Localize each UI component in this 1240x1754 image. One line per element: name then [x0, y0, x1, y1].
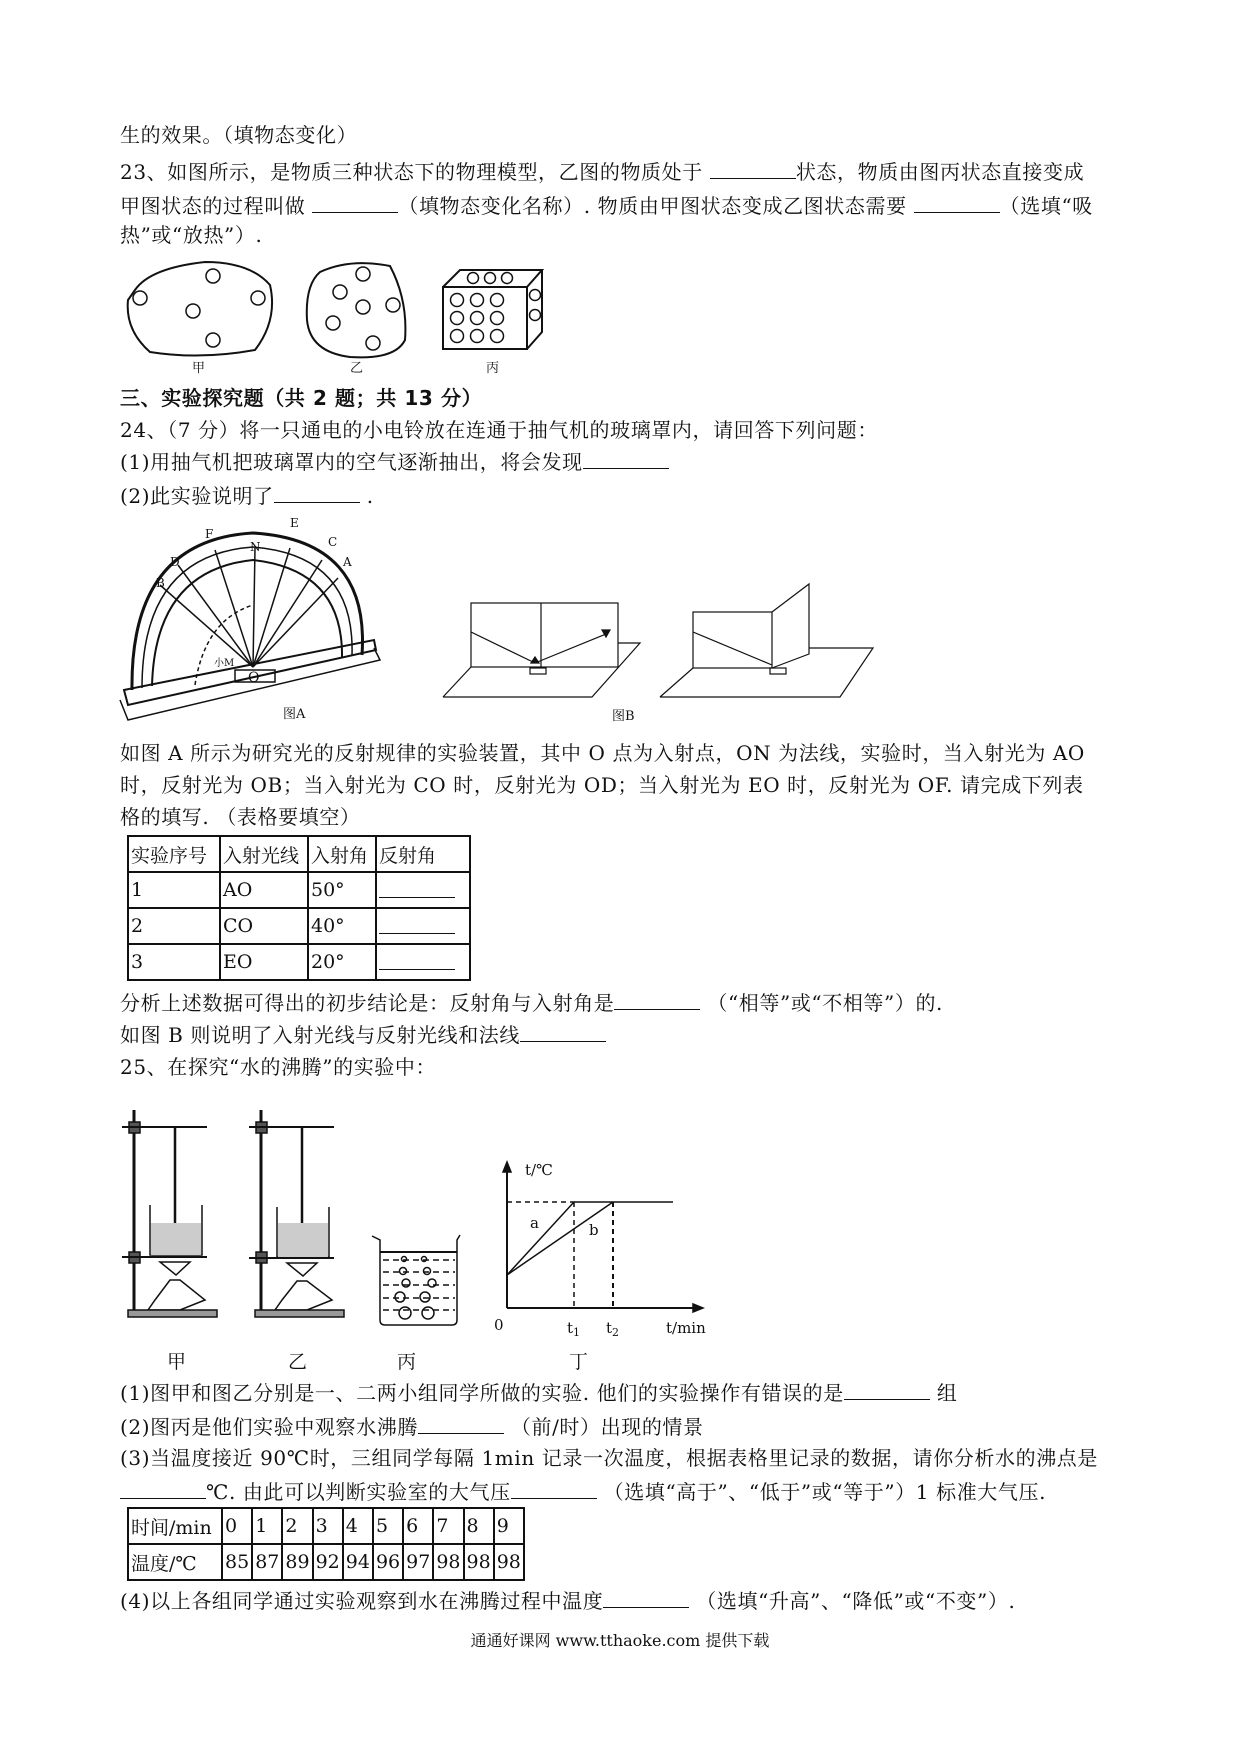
figure-a-caption: 图A — [283, 707, 306, 722]
q25-part-4 — [120, 1588, 1015, 1614]
cell: 1 — [128, 872, 220, 908]
label-f: F — [205, 527, 214, 541]
text: （填物态变化名称）. 物质由甲图状态变成乙图状态需要 — [398, 194, 914, 218]
cell: EO — [220, 944, 308, 980]
header-cell: 实验序号 — [128, 836, 220, 872]
text: （“相等”或“不相等”）的. — [700, 991, 944, 1015]
text: (1)用抽气机把玻璃罩内的空气逐渐抽出，将会发现 — [120, 450, 583, 474]
cell: 92 — [313, 1544, 343, 1580]
cell: 98 — [494, 1544, 524, 1580]
table-row — [128, 944, 470, 980]
cell: 40° — [308, 908, 376, 944]
cell: 6 — [403, 1508, 433, 1544]
cell: 1 — [252, 1508, 282, 1544]
text: . — [359, 484, 374, 508]
q24-fig-b-question — [120, 1022, 606, 1048]
answer-blank[interactable] — [603, 1589, 689, 1608]
label-yi: 乙 — [288, 1351, 308, 1373]
table-row — [128, 872, 470, 908]
cell: 87 — [252, 1544, 282, 1580]
q25-part-3b — [120, 1479, 1046, 1505]
cell: 98 — [433, 1544, 463, 1580]
text: （前/时）出现的情景 — [503, 1415, 704, 1439]
text: 23、如图所示，是物质三种状态下的物理模型，乙图的物质处于 — [120, 160, 710, 184]
answer-blank[interactable] — [120, 1480, 206, 1499]
cell: 7 — [433, 1508, 463, 1544]
cell: 2 — [128, 908, 220, 944]
t1-label: $t_1$ — [567, 1319, 581, 1339]
cell: 94 — [343, 1544, 373, 1580]
label-b: b — [589, 1221, 599, 1239]
text: (2)图丙是他们实验中观察水沸腾 — [120, 1415, 418, 1439]
label-bing: 丙 — [397, 1351, 417, 1373]
header-cell: 反射角 — [376, 836, 470, 872]
q25-part-3: (3)当温度接近 90℃时，三组同学每隔 1min 记录一次温度，根据表格里记录的数据，请你分析水的沸点是 — [120, 1446, 1098, 1470]
table-header-row — [128, 836, 470, 872]
cell: 96 — [373, 1544, 403, 1580]
ray-lines — [160, 548, 338, 667]
q24-paragraph-line: 时，反射光为 OB；当入射光为 CO 时，反射光为 OD；当入射光为 EO 时，反射光为 OF. 请完成下列表 — [120, 773, 1084, 797]
answer-blank[interactable] — [520, 1023, 606, 1042]
particle-icons — [133, 269, 265, 347]
label-ding: 丁 — [569, 1351, 589, 1373]
answer-cell[interactable] — [376, 908, 470, 944]
answer-cell[interactable] — [376, 872, 470, 908]
q25-stem: 25、在探究“水的沸腾”的实验中： — [120, 1055, 437, 1079]
label-a: A — [343, 555, 352, 569]
answer-blank[interactable] — [312, 194, 398, 213]
row-label: 时间/min — [128, 1508, 222, 1544]
answer-blank[interactable] — [379, 949, 455, 970]
page-footer: 通通好课网 www.tthaoke.com 提供下载 — [470, 1631, 770, 1650]
text: (4)以上各组同学通过实验观察到水在沸腾过程中温度 — [120, 1589, 604, 1613]
section-title: 三、实验探究题（共 2 题；共 13 分） — [120, 386, 483, 410]
origin-label: 0 — [494, 1316, 504, 1334]
answer-blank[interactable] — [379, 877, 455, 898]
label-b: B — [156, 576, 165, 590]
answer-blank[interactable] — [274, 484, 360, 503]
label-jia: 甲 — [167, 1351, 187, 1373]
figure-stand-jia — [122, 1110, 217, 1317]
label-n: N — [250, 540, 261, 554]
q24-stem: 24、（7 分）将一只通电的小电铃放在连通于抽气机的玻璃罩内，请回答下列问题： — [120, 418, 878, 442]
cell: AO — [220, 872, 308, 908]
cell: 50° — [308, 872, 376, 908]
cell: 3 — [313, 1508, 343, 1544]
text: 状态，物质由图丙状态直接变成 — [795, 160, 1085, 184]
label-a: a — [530, 1214, 539, 1232]
cell: 9 — [494, 1508, 524, 1544]
q24-part-1 — [120, 449, 669, 475]
label-e: E — [290, 516, 299, 530]
text: 分析上述数据可得出的初步结论是：反射角与入射角是 — [120, 991, 615, 1015]
header-cell: 入射角 — [308, 836, 376, 872]
label-c: C — [328, 535, 338, 549]
figure-b-plane-mirror — [443, 584, 873, 724]
q25-part-2 — [120, 1414, 704, 1440]
answer-blank[interactable] — [614, 991, 700, 1010]
q23-line-2 — [120, 193, 1093, 219]
figure-stand-yi — [249, 1110, 344, 1317]
text: (2)此实验说明了 — [120, 484, 274, 508]
q24-part-2 — [120, 483, 374, 509]
figure-gas-model — [128, 262, 272, 376]
figure-liquid-model — [307, 263, 406, 376]
cell: 97 — [403, 1544, 433, 1580]
q23-line-3: 热”或“放热”）. — [120, 223, 263, 247]
table-row-time — [128, 1508, 524, 1544]
answer-blank[interactable] — [511, 1480, 597, 1499]
text: （选填“高于”、“低于”或“等于”）1 标准大气压. — [596, 1480, 1047, 1504]
text: 如图 B 则说明了入射光线与反射光线和法线 — [120, 1023, 521, 1047]
table-row — [128, 908, 470, 944]
cell: CO — [220, 908, 308, 944]
row-label: 温度/℃ — [128, 1544, 222, 1580]
answer-blank[interactable] — [379, 913, 455, 934]
cell: 5 — [373, 1508, 403, 1544]
t2-label: $t_2$ — [606, 1319, 620, 1339]
figure-temperature-graph — [494, 1161, 706, 1339]
answer-cell[interactable] — [376, 944, 470, 980]
cell: 8 — [464, 1508, 494, 1544]
cell: 4 — [343, 1508, 373, 1544]
answer-blank[interactable] — [844, 1381, 930, 1400]
y-axis-label: t/℃ — [525, 1161, 553, 1179]
q24-paragraph-line: 格的填写. （表格要填空） — [120, 805, 361, 829]
label-o: O — [248, 670, 260, 686]
answer-blank[interactable] — [914, 194, 1000, 213]
figure-a-protractor — [120, 516, 380, 722]
text: (1)图甲和图乙分别是一、二两小组同学所做的实验. 他们的实验操作有错误的是 — [120, 1381, 844, 1405]
table-row-temperature — [128, 1544, 524, 1580]
text: ℃. 由此可以判断实验室的大气压 — [206, 1480, 511, 1504]
figure-beaker-bing — [372, 1235, 460, 1325]
header-cell: 入射光线 — [220, 836, 308, 872]
cell: 85 — [222, 1544, 252, 1580]
q25-figure-labels — [167, 1351, 588, 1373]
cell: 3 — [128, 944, 220, 980]
figure-b-caption: 图B — [612, 709, 635, 724]
answer-blank[interactable] — [710, 160, 796, 179]
reflection-table — [127, 835, 471, 981]
text: （选填“升高”、“降低”或“不变”）. — [689, 1589, 1016, 1613]
q23-line-1 — [120, 159, 1084, 185]
text-line: 生的效果。（填物态变化） — [120, 123, 358, 147]
cell: 98 — [464, 1544, 494, 1580]
label-yi: 乙 — [350, 361, 364, 376]
cell: 2 — [282, 1508, 312, 1544]
label-bing: 丙 — [486, 361, 500, 376]
q25-part-1 — [120, 1380, 957, 1406]
label-small-m: 小M — [214, 658, 235, 669]
answer-blank[interactable] — [583, 450, 669, 469]
label-d: D — [170, 555, 180, 569]
figure-solid-model — [443, 270, 542, 376]
x-axis-label: t/min — [666, 1319, 706, 1337]
q24-conclusion — [120, 990, 943, 1016]
boiling-data-table — [127, 1507, 525, 1581]
cell: 0 — [222, 1508, 252, 1544]
cell: 20° — [308, 944, 376, 980]
text: 甲图状态的过程叫做 — [120, 194, 313, 218]
line-a — [507, 1202, 574, 1275]
label-jia: 甲 — [192, 361, 206, 376]
cell: 89 — [282, 1544, 312, 1580]
text: 组 — [929, 1381, 958, 1405]
q24-paragraph-line: 如图 A 所示为研究光的反射规律的实验装置，其中 O 点为入射点，ON 为法线，实验时，当入射光为 AO — [120, 741, 1085, 765]
text: （选填“吸 — [999, 194, 1093, 218]
answer-blank[interactable] — [418, 1415, 504, 1434]
